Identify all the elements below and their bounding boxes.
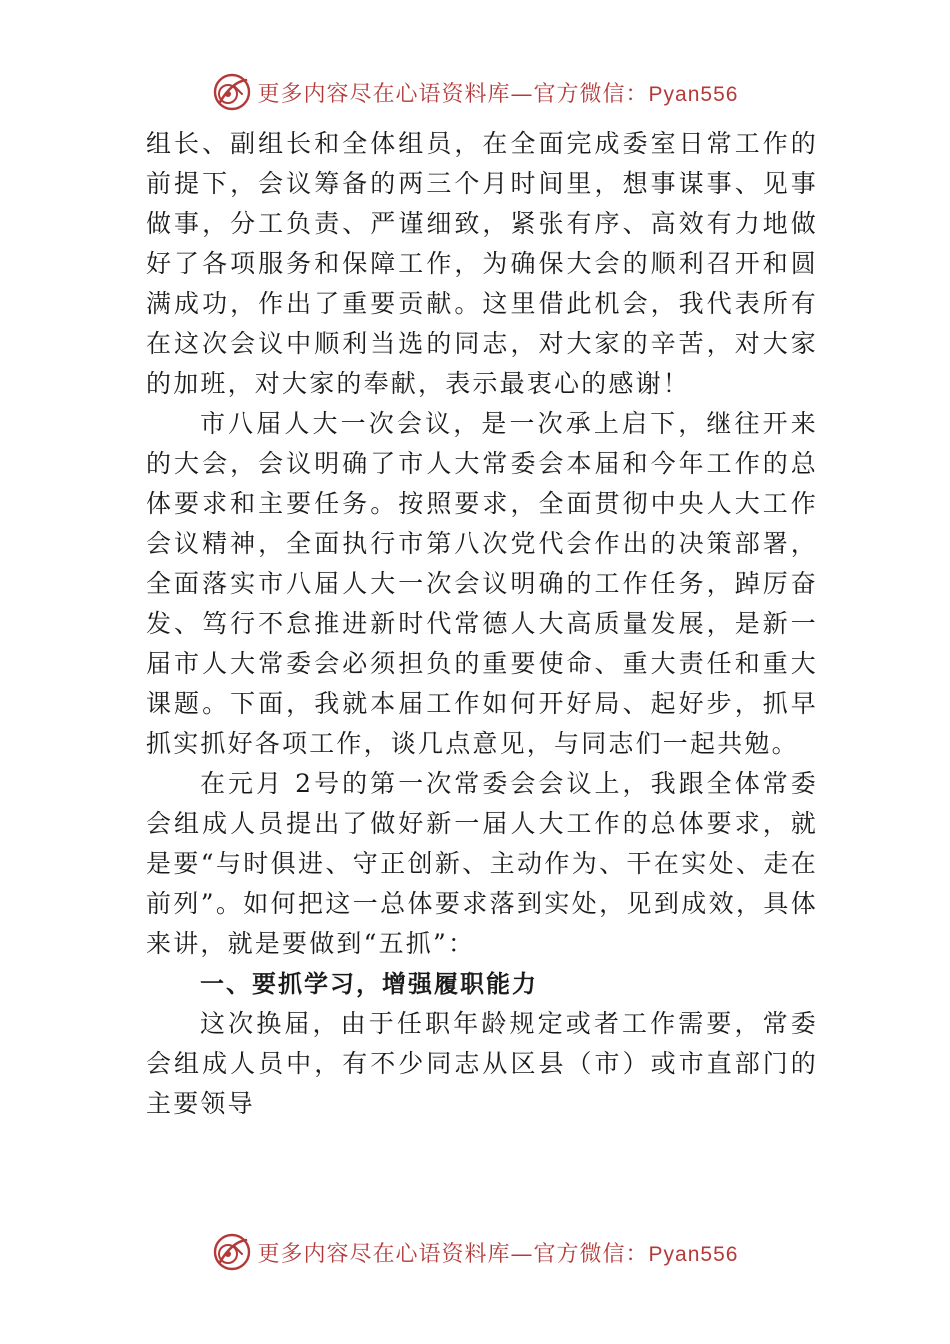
brand-logo-icon	[212, 1232, 252, 1272]
header-banner	[0, 70, 950, 114]
brand-logo-icon	[212, 72, 252, 112]
paragraph-1: 组长、副组长和全体组员，在全面完成委室日常工作的前提下，会议筹备的两三个月时间里，想事谋事、见事做事，分工负责、严谨细致，紧张有序、高效有力地做好了各项服务和保障工作，为确保大会的顺利召开和圆满成功，作出了重要贡献。这里借此机会，我代表所有在这次会议中顺利当选的同志，对大家的辛苦，对大家的加班，对大家的奉献，表示最衷心的感谢！	[146, 129, 818, 398]
footer-wechat-id: Pyan556	[648, 1242, 739, 1266]
paragraph-4: 这次换届，由于任职年龄规定或者工作需要，常委会组成人员中，有不少同志从区县（市）或市直部门的主要领导	[146, 1009, 818, 1118]
header-banner-text: 更多内容尽在心语资料库—官方微信：Pyan556	[257, 81, 739, 107]
paragraph-2: 市八届人大一次会议，是一次承上启下，继往开来的大会，会议明确了市人大常委会本届和今年工作的总体要求和主要任务。按照要求，全面贯彻中央人大工作会议精神，全面执行市第八次党代会作出的决策部署，全面落实市八届人大一次会议明确的工作任务，踔厉奋发、笃行不怠推进新时代常德人大高质量发展，是新一届市人大常委会必须担负的重要使命、重大责任和重大课题。下面，我就本届工作如何开好局、起好步，抓早抓实抓好各项工作，谈几点意见，与同志们一起共勉。	[146, 409, 818, 758]
document-body	[146, 124, 818, 1124]
footer-banner	[0, 1230, 950, 1274]
paragraph-3: 在元月 2号的第一次常委会会议上，我跟全体常委会组成人员提出了做好新一届人大工作的总体要求，就是要“与时俱进、守正创新、主动作为、干在实处、走在前列”。如何把这一总体要求落到实处，见到成效，具体来讲，就是要做到“五抓”：	[146, 769, 818, 958]
section-heading-1: 一、要抓学习，增强履职能力	[200, 970, 538, 998]
footer-banner-text: 更多内容尽在心语资料库—官方微信：Pyan556	[257, 1241, 739, 1267]
header-wechat-id: Pyan556	[648, 82, 739, 106]
